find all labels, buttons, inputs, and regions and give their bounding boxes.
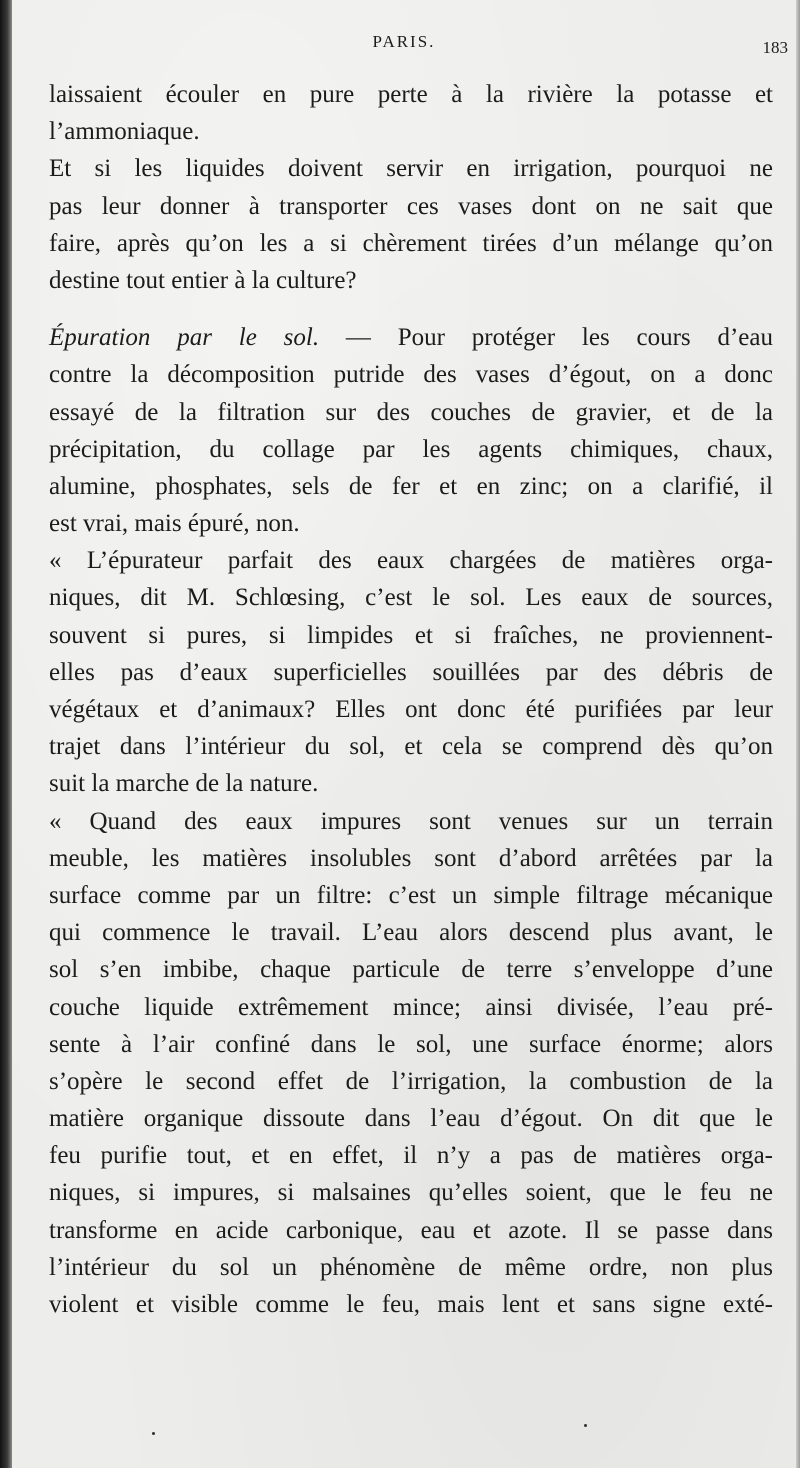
paper-speck [152,1432,155,1435]
paper-speck [584,1424,587,1427]
text-line: pas leur donner à transporter ces vases dont on ne sait que [49,192,773,220]
text-line: transforme en acide carbonique, eau et azote. Il se passe dans [49,1216,773,1244]
scan-left-margin [0,0,12,1468]
text-line: essayé de la filtration sur des couches de gravier, et de la [49,398,773,426]
text-line: précipitation, du collage par les agents chimiques, chaux, [49,435,773,463]
text-line: elles pas d’eaux superficielles souillées par des débris de [49,658,773,686]
text-line: suit la marche de la nature. [49,770,319,798]
text-line: végétaux et d’animaux? Elles ont donc été purifiées par leur [49,696,773,723]
text-line: est vrai, mais épuré, non. [49,510,300,538]
text-line: sol s’en imbibe, chaque particule de terre s’enveloppe d’une [49,956,773,984]
text-line: s’opère le second effet de l’irrigation, la combustion de la [49,1067,773,1095]
page-number: 183 [762,38,788,57]
scan-right-margin [796,0,800,1468]
text-line: souvent si pures, si limpides et si fraîches, ne proviennent- [49,621,773,649]
text-line: violent et visible comme le feu, mais lent et sans signe exté- [49,1291,773,1318]
page-header [12,30,796,60]
section-heading: Épuration par le sol. [49,324,320,352]
text-line: l’ammoniaque. [49,118,200,146]
text-line: faire, après qu’on les a si chèrement tirées d’un mélange qu’on [49,229,773,257]
running-head: PARIS. [372,32,436,51]
text-line: feu purifie tout, et en effet, il n’y a pas de matières orga- [49,1142,773,1170]
text-line: « Quand des eaux impures sont venues sur un terrain [49,807,773,835]
text-line: qui commence le travail. L’eau alors descend plus avant, le [49,919,773,947]
text-line: sente à l’air confiné dans le sol, une surface énorme; alors [49,1030,773,1058]
text-line: alumine, phosphates, sels de fer et en zinc; on a clarifié, il [49,472,773,500]
body-text [49,76,773,1323]
text-fragment: — Pour protéger les cours d’eau [345,324,773,352]
text-line: trajet dans l’intérieur du sol, et cela se comprend dès qu’on [49,733,773,761]
section-heading-line [49,319,773,356]
text-line: surface comme par un filtre: c’est un simple filtrage mécanique [49,881,773,909]
text-line: laissaient écouler en pure perte à la rivière la potasse et [49,81,773,108]
section-spacer [49,299,773,319]
text-line: « L’épurateur parfait des eaux chargées de matières orga- [49,547,773,575]
text-line: couche liquide extrêmement mince; ainsi divisée, l’eau pré- [49,993,773,1021]
text-line: contre la décomposition putride des vases d’égout, on a donc [49,361,773,389]
text-line: destine tout entier à la culture? [49,266,357,294]
text-line: niques, dit M. Schlœsing, c’est le sol. Les eaux de sources, [49,584,773,612]
text-line: niques, si impures, si malsaines qu’elles soient, que le feu ne [49,1179,773,1207]
text-line: matière organique dissoute dans l’eau d’égout. On dit que le [49,1105,773,1133]
book-page [12,0,796,1468]
text-line: Et si les liquides doivent servir en irrigation, pourquoi ne [49,155,773,183]
text-line: meuble, les matières insolubles sont d’abord arrêtées par la [49,844,773,872]
text-line: l’intérieur du sol un phénomène de même ordre, non plus [49,1253,773,1281]
